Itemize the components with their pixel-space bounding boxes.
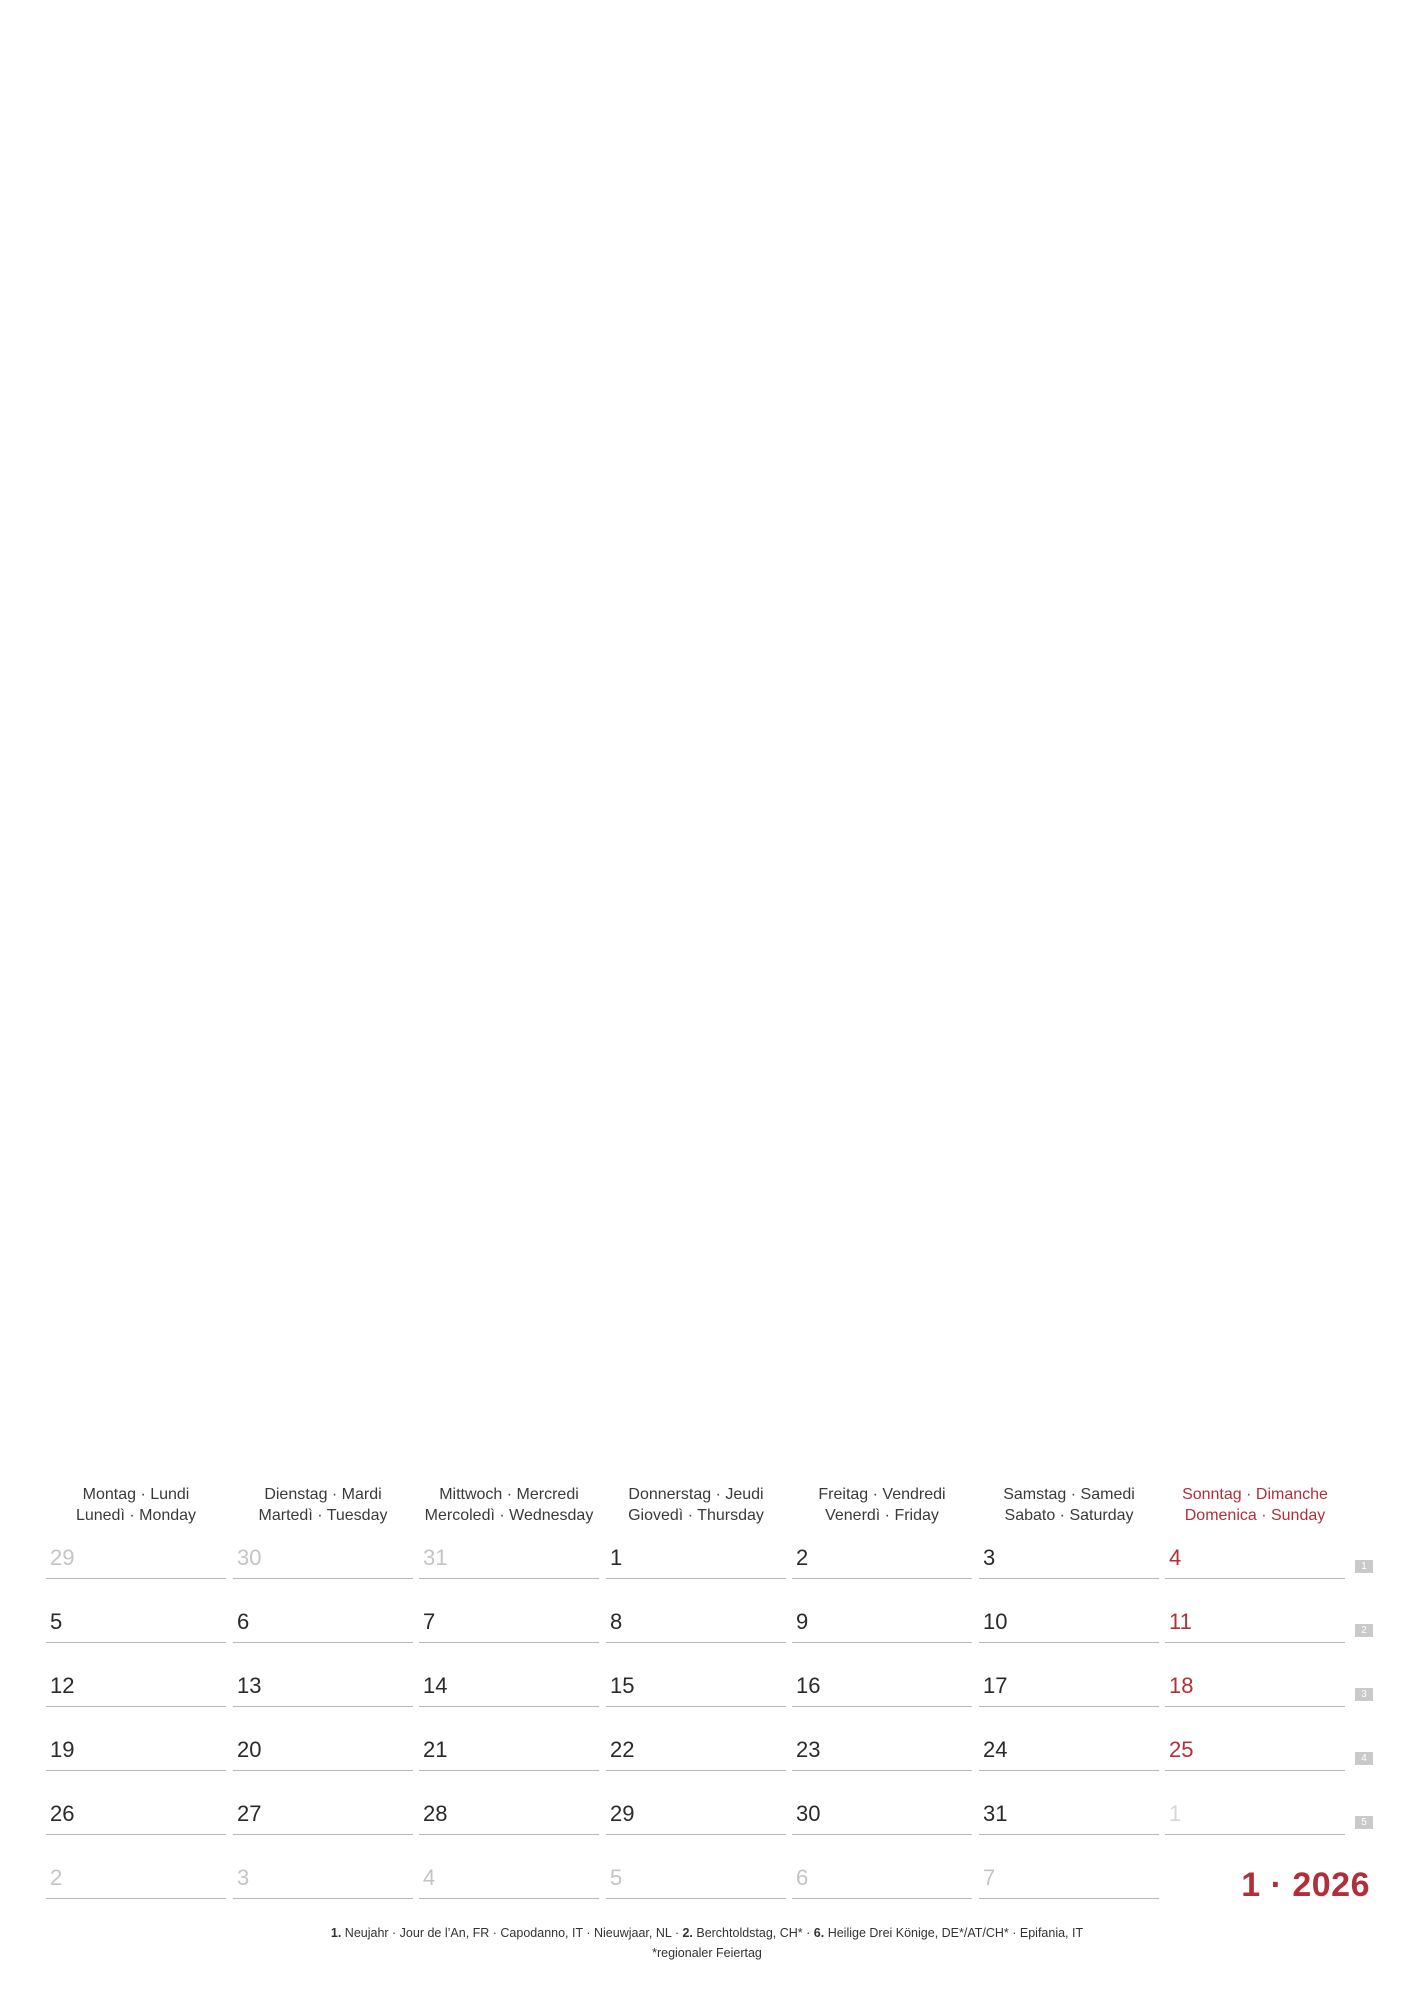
day-cell bbox=[792, 1664, 972, 1707]
weekday-header-line1: Donnerstag · Jeudi bbox=[628, 1486, 764, 1503]
day-cell bbox=[606, 1856, 786, 1899]
weekday-header-1 bbox=[46, 1484, 226, 1526]
day-cell bbox=[1165, 1664, 1345, 1707]
day-cell bbox=[1165, 1792, 1345, 1835]
day-cell bbox=[233, 1536, 413, 1579]
day-number: 31 bbox=[983, 1801, 1008, 1826]
holiday-day: 6. bbox=[813, 1926, 828, 1940]
week-number-badge: 4 bbox=[1355, 1752, 1373, 1765]
day-number: 1 bbox=[610, 1545, 623, 1570]
day-number: 19 bbox=[50, 1737, 75, 1762]
holiday-day: 1. bbox=[330, 1926, 345, 1940]
day-cell bbox=[606, 1728, 786, 1771]
day-cell bbox=[979, 1792, 1159, 1835]
day-number: 2 bbox=[50, 1865, 63, 1890]
day-number: 23 bbox=[796, 1737, 821, 1762]
day-number: 2 bbox=[796, 1545, 809, 1570]
day-cell bbox=[792, 1792, 972, 1835]
holiday-list bbox=[0, 1926, 1414, 1940]
day-cell bbox=[792, 1728, 972, 1771]
holiday-separator: · bbox=[671, 1926, 683, 1940]
day-number: 6 bbox=[237, 1609, 250, 1634]
day-number: 10 bbox=[983, 1609, 1008, 1634]
weekday-header-line2: Venerdì · Friday bbox=[825, 1507, 939, 1524]
day-cell bbox=[46, 1664, 226, 1707]
day-cell bbox=[1165, 1536, 1345, 1579]
day-number: 29 bbox=[610, 1801, 635, 1826]
day-number: 1 bbox=[1169, 1801, 1182, 1826]
weekday-header-line1: Samstag · Samedi bbox=[1003, 1486, 1135, 1503]
day-number: 26 bbox=[50, 1801, 75, 1826]
week-number-badge: 1 bbox=[1355, 1560, 1373, 1573]
weekday-header-line2: Giovedì · Thursday bbox=[628, 1507, 764, 1524]
day-number: 29 bbox=[50, 1545, 75, 1570]
day-number: 30 bbox=[796, 1801, 821, 1826]
day-cell bbox=[606, 1792, 786, 1835]
day-number: 16 bbox=[796, 1673, 821, 1698]
day-number: 12 bbox=[50, 1673, 75, 1698]
day-number: 7 bbox=[423, 1609, 436, 1634]
month-year-label: 1 · 2026 bbox=[1241, 1866, 1370, 1904]
day-cell bbox=[419, 1792, 599, 1835]
day-number: 14 bbox=[423, 1673, 448, 1698]
day-number: 20 bbox=[237, 1737, 262, 1762]
day-number: 18 bbox=[1169, 1673, 1194, 1698]
holiday-entry bbox=[814, 1926, 1083, 1940]
day-cell bbox=[606, 1664, 786, 1707]
weekday-header-2 bbox=[233, 1484, 413, 1526]
day-cell bbox=[979, 1536, 1159, 1579]
day-cell bbox=[979, 1664, 1159, 1707]
day-cell bbox=[792, 1536, 972, 1579]
day-cell bbox=[1165, 1728, 1345, 1771]
day-number: 8 bbox=[610, 1609, 623, 1634]
holiday-text: Berchtoldstag, CH* bbox=[696, 1926, 803, 1940]
holiday-day: 2. bbox=[682, 1926, 697, 1940]
weekday-header-7 bbox=[1165, 1484, 1345, 1526]
day-cell bbox=[233, 1792, 413, 1835]
weekday-header-line2: Lunedì · Monday bbox=[75, 1507, 197, 1524]
holiday-separator: · bbox=[802, 1926, 814, 1940]
day-cell bbox=[419, 1856, 599, 1899]
day-number: 30 bbox=[237, 1545, 262, 1570]
day-number: 24 bbox=[983, 1737, 1008, 1762]
day-number: 3 bbox=[983, 1545, 996, 1570]
day-cell bbox=[1165, 1600, 1345, 1643]
weekday-header-6 bbox=[979, 1484, 1159, 1526]
day-cell bbox=[792, 1856, 972, 1899]
regional-holiday-note: *regionaler Feiertag bbox=[652, 1946, 762, 1960]
weekday-header-line2: Sabato · Saturday bbox=[1004, 1507, 1134, 1524]
day-cell bbox=[46, 1856, 226, 1899]
weekday-header-4 bbox=[606, 1484, 786, 1526]
day-cell bbox=[979, 1856, 1159, 1899]
holiday-entry bbox=[682, 1926, 802, 1940]
day-number: 11 bbox=[1169, 1609, 1192, 1634]
day-number: 9 bbox=[796, 1609, 809, 1634]
day-cell bbox=[419, 1536, 599, 1579]
week-number-badge: 3 bbox=[1355, 1688, 1373, 1701]
holiday-text: Heilige Drei Könige, DE*/AT/CH* · Epifania, IT bbox=[827, 1926, 1084, 1940]
week-number-badge: 5 bbox=[1355, 1816, 1373, 1829]
day-cell bbox=[233, 1728, 413, 1771]
weekday-header-line1: Montag · Lundi bbox=[82, 1486, 190, 1503]
holiday-entry bbox=[331, 1926, 671, 1940]
weekday-header-line2: Martedì · Tuesday bbox=[258, 1507, 388, 1524]
day-number: 17 bbox=[983, 1673, 1008, 1698]
day-number: 25 bbox=[1169, 1737, 1194, 1762]
day-cell bbox=[419, 1728, 599, 1771]
day-cell bbox=[46, 1792, 226, 1835]
day-number: 4 bbox=[423, 1865, 436, 1890]
day-cell bbox=[606, 1536, 786, 1579]
week-number-badge: 2 bbox=[1355, 1624, 1373, 1637]
holiday-text: Neujahr · Jour de l’An, FR · Capodanno, IT · Nieuwjaar, NL bbox=[344, 1926, 672, 1940]
day-cell bbox=[419, 1600, 599, 1643]
day-cell bbox=[606, 1600, 786, 1643]
day-cell bbox=[46, 1600, 226, 1643]
weekday-header-line2: Domenica · Sunday bbox=[1184, 1507, 1326, 1524]
day-number: 5 bbox=[610, 1865, 623, 1890]
day-number: 6 bbox=[796, 1865, 809, 1890]
weekday-header-3 bbox=[419, 1484, 599, 1526]
day-cell bbox=[792, 1600, 972, 1643]
day-number: 4 bbox=[1169, 1545, 1182, 1570]
day-number: 31 bbox=[423, 1545, 448, 1570]
day-cell bbox=[419, 1664, 599, 1707]
day-number: 3 bbox=[237, 1865, 250, 1890]
day-number: 5 bbox=[50, 1609, 63, 1634]
day-number: 27 bbox=[237, 1801, 262, 1826]
day-cell bbox=[233, 1856, 413, 1899]
weekday-header-line1: Sonntag · Dimanche bbox=[1182, 1486, 1328, 1503]
day-number: 28 bbox=[423, 1801, 448, 1826]
day-number: 7 bbox=[983, 1865, 996, 1890]
weekday-header-line1: Freitag · Vendredi bbox=[818, 1486, 946, 1503]
weekday-header-line2: Mercoledì · Wednesday bbox=[424, 1507, 594, 1524]
day-number: 15 bbox=[610, 1673, 635, 1698]
day-cell bbox=[979, 1600, 1159, 1643]
weekday-header-line1: Mittwoch · Mercredi bbox=[439, 1486, 579, 1503]
day-cell bbox=[46, 1536, 226, 1579]
weekday-header-line1: Dienstag · Mardi bbox=[264, 1486, 382, 1503]
day-cell bbox=[233, 1600, 413, 1643]
day-number: 13 bbox=[237, 1673, 262, 1698]
day-number: 22 bbox=[610, 1737, 635, 1762]
day-cell bbox=[979, 1728, 1159, 1771]
day-cell bbox=[46, 1728, 226, 1771]
day-cell bbox=[233, 1664, 413, 1707]
day-number: 21 bbox=[423, 1737, 448, 1762]
weekday-header-5 bbox=[792, 1484, 972, 1526]
